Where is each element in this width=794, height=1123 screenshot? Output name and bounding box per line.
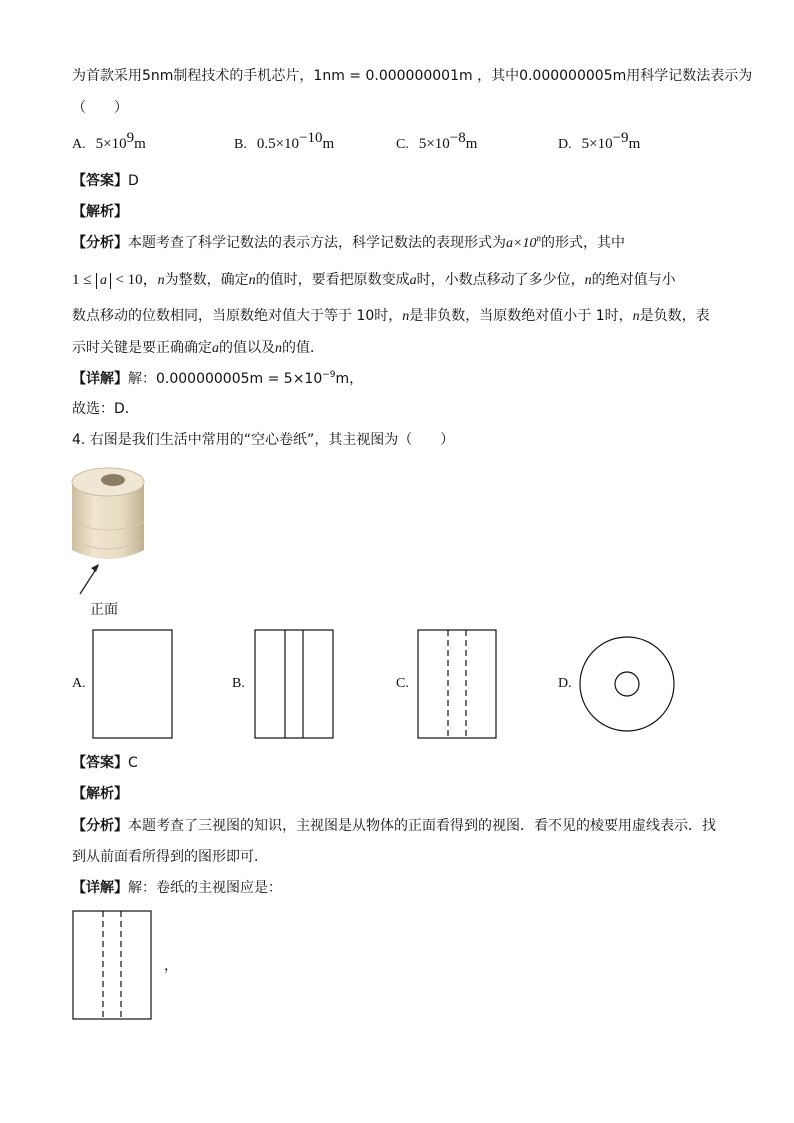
q3-fenxi-line2: 1 ≤ a < 10，n为整数，确定n的值时，要看把原数变成a时，小数点移动了多少位，n的绝对值与小	[72, 272, 676, 288]
q4-option-b-label: B.	[232, 676, 245, 691]
q4-analysis-tag: 【解析】	[72, 786, 128, 802]
q4-stem: 4. 右图是我们生活中常用的“空心卷纸”，其主视图为（ ）	[72, 432, 455, 448]
q4-option-d-label: D.	[558, 676, 572, 691]
q3-stem-line2: （ ）	[72, 100, 128, 116]
q3-fenxi-line3: 数点移动的位数相同，当原数绝对值大于等于 10时，n是非负数，当原数绝对值小于 1时，n是负数，表	[72, 308, 710, 324]
q3-analysis-tag: 【解析】	[72, 204, 128, 220]
q4-option-c-label: C.	[396, 676, 409, 691]
q3-fenxi-line4: 示时关键是要正确确定a的值以及n的值．	[72, 340, 324, 356]
q3-stem-line1: 为首款采用5nm制程技术的手机芯片，1nm = 0.000000001m ，其中0.000000005m用科学记数法表示为	[72, 68, 753, 84]
q3-option-a: A. $5\times 10^9m$	[72, 130, 146, 152]
q3-answer: 【答案】D	[72, 173, 139, 189]
q3-fenxi-line1: 【分析】本题考查了科学记数法的表示方法，科学记数法的表现形式为$a\times 10^n$的形式，其中	[72, 233, 625, 251]
q4-option-d-figure	[579, 635, 679, 735]
paper-roll-image	[64, 462, 160, 602]
q4-detail: 【详解】解：卷纸的主视图应是：	[72, 880, 282, 896]
q4-option-b-figure	[254, 629, 335, 740]
q4-fenxi-line2: 到从前面看所得到的图形即可．	[72, 849, 268, 865]
q3-detail: 【详解】解：$0.000000005m = 5\times 10^{-9}m$，	[72, 370, 364, 387]
q4-fenxi-line1: 【分析】本题考查了三视图的知识，主视图是从物体的正面看得到的视图．看不见的棱要用虚线表示．找	[72, 818, 716, 834]
q4-answer: 【答案】C	[72, 755, 138, 771]
q4-detail-figure	[72, 910, 153, 1021]
q4-option-c-figure	[417, 629, 498, 740]
q3-option-c: C. $5\times 10^{-8}m$	[396, 130, 478, 152]
q3-option-d: D. $5\times 10^{-9}m$	[558, 130, 641, 152]
front-label: 正面	[90, 602, 118, 618]
q4-detail-comma: ，	[164, 958, 178, 974]
q4-option-a-label: A.	[72, 676, 86, 691]
q4-option-a-figure	[92, 629, 174, 740]
q3-option-b: B. $0.5\times 10^{-10}m$	[234, 130, 335, 152]
q3-choose: 故选：D．	[72, 401, 139, 417]
